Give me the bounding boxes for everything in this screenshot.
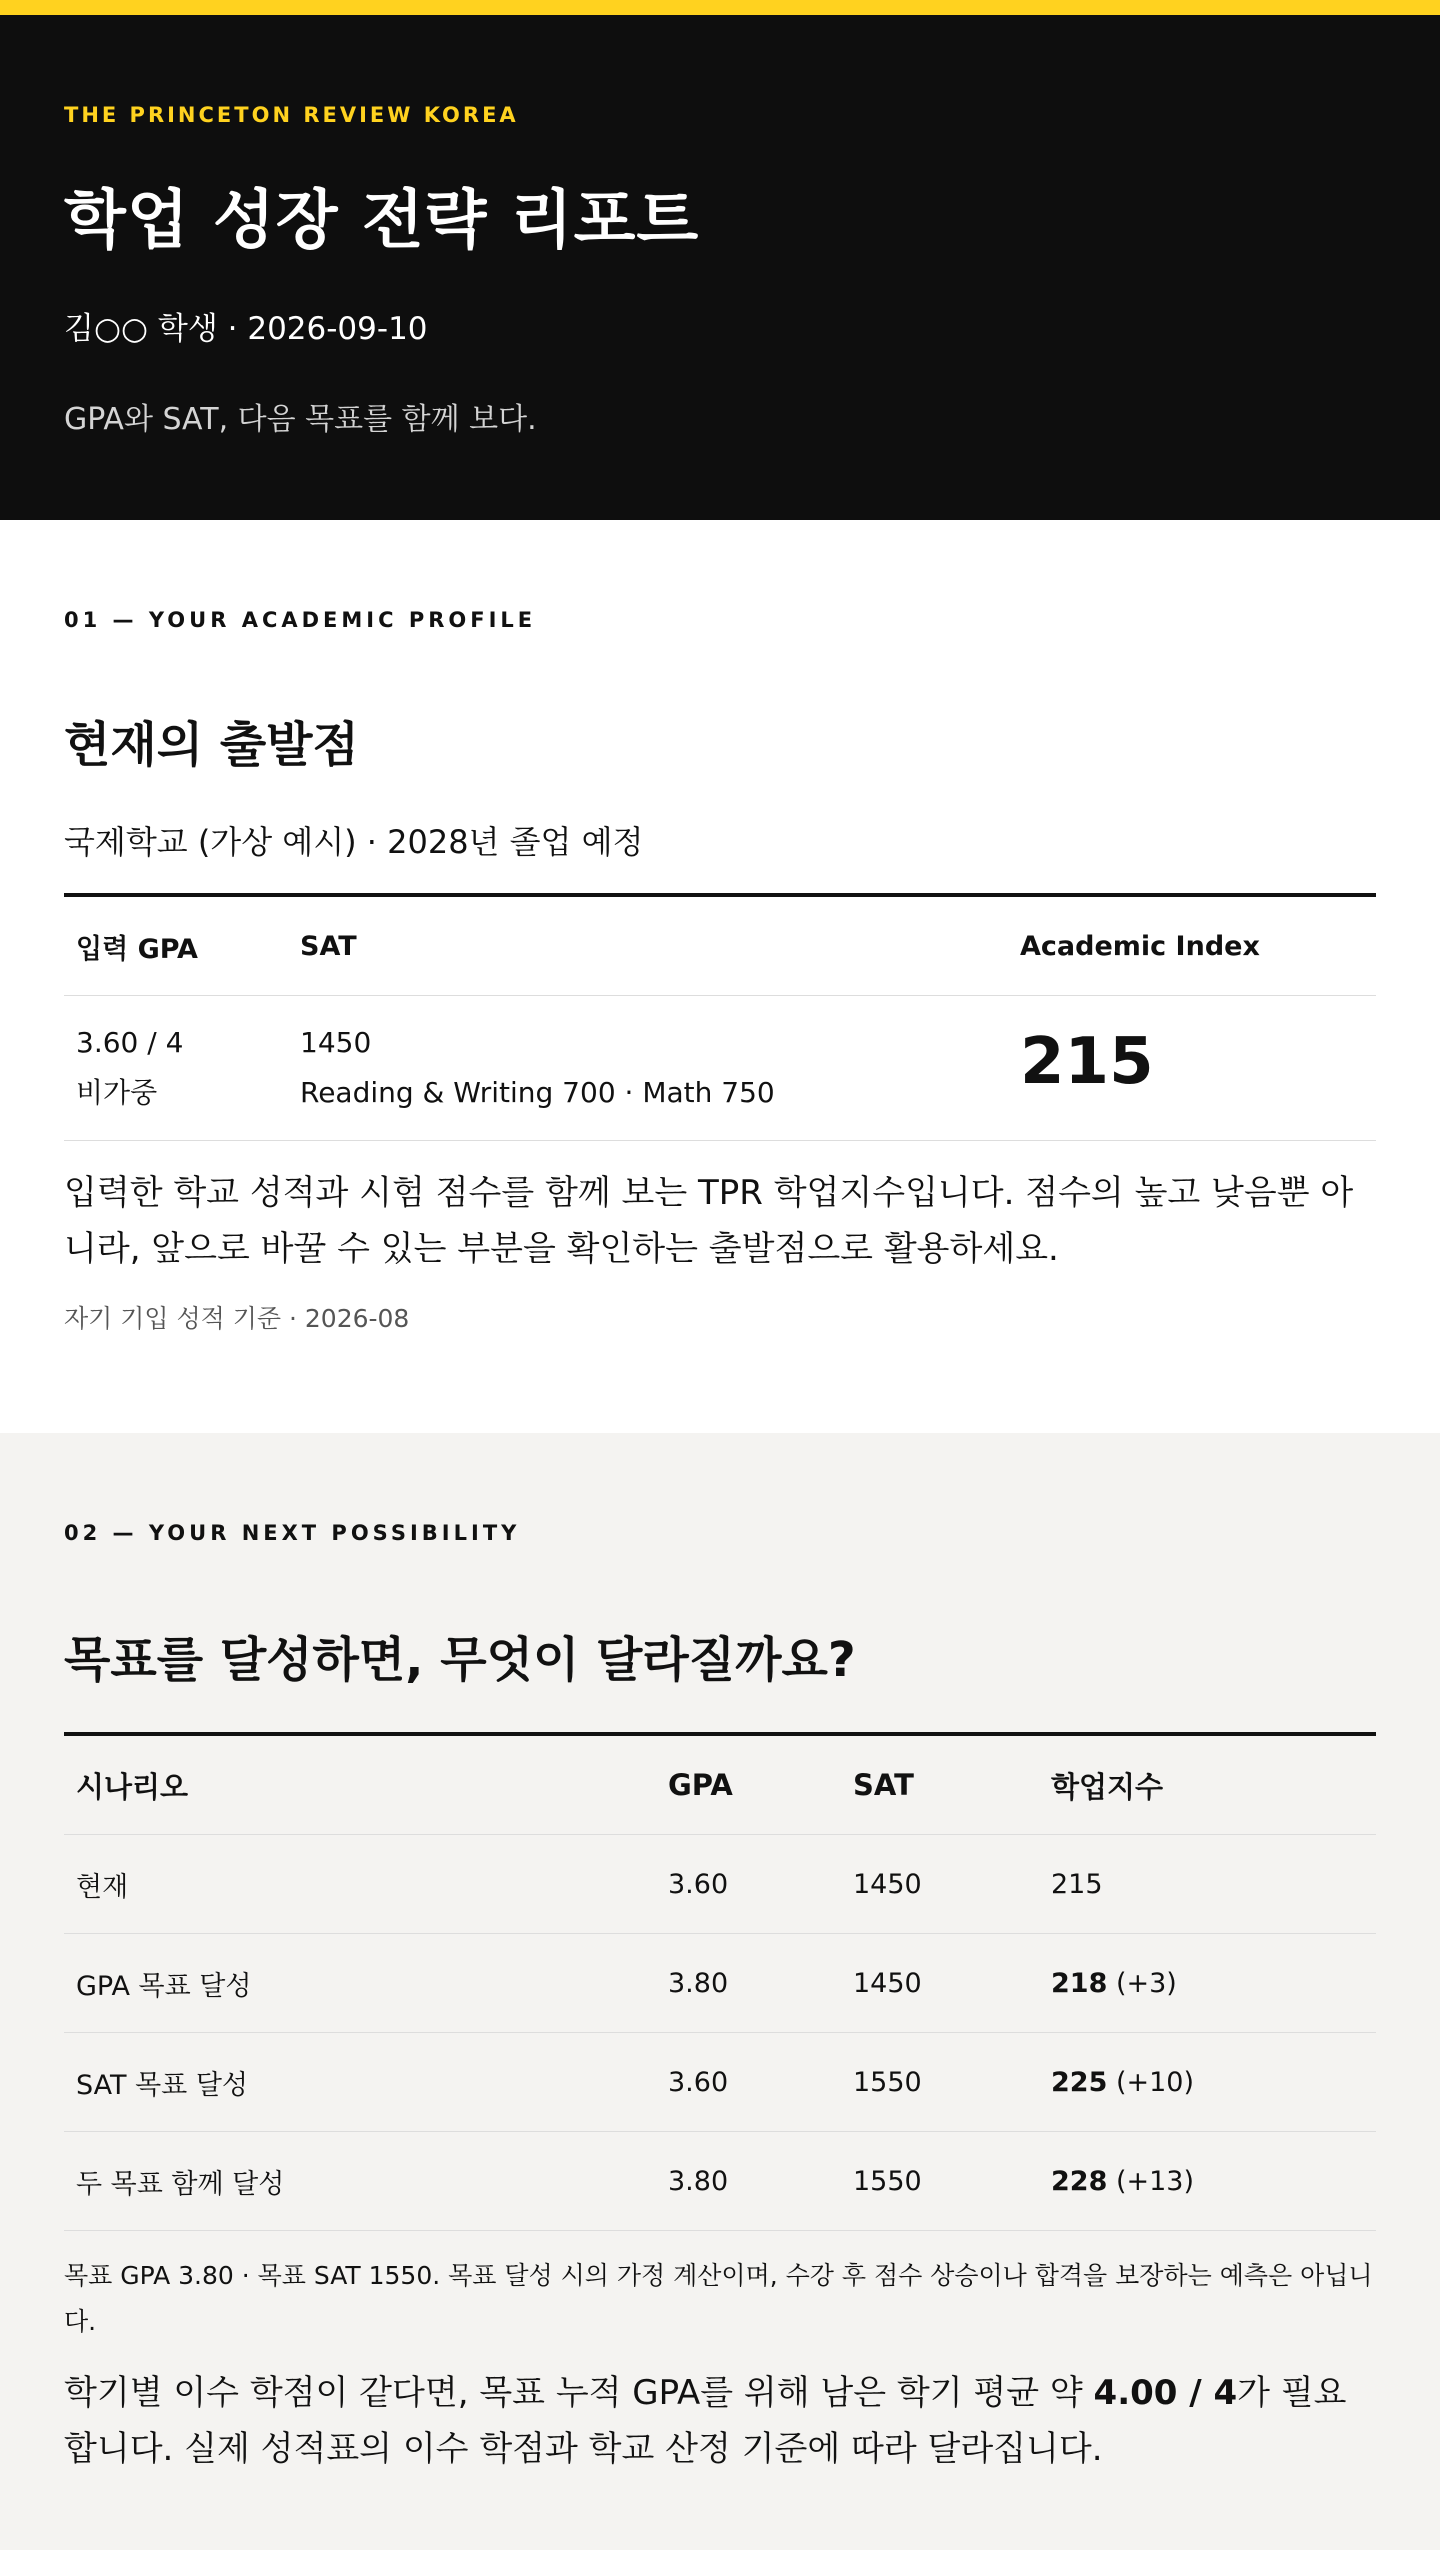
academic-index-cell — [1008, 996, 1376, 1141]
student-line: 김○○ 학생 · 2026-09-10 — [64, 311, 428, 347]
index-value: 225 — [1051, 2066, 1108, 2098]
scenario-table — [64, 1732, 1376, 2231]
sat-cell: 1450 — [841, 1934, 1039, 2033]
scenario-cell: GPA 목표 달성 — [64, 1934, 656, 2033]
scenario-cell: SAT 목표 달성 — [64, 2033, 656, 2132]
gpa-cell: 3.60 — [656, 1835, 841, 1934]
index-cell — [1039, 1835, 1376, 1934]
gpa-cell: 3.80 — [656, 2132, 841, 2231]
index-delta: (+3) — [1115, 1967, 1177, 1999]
sat-cell: 1550 — [841, 2033, 1039, 2132]
sat-cell: 1550 — [841, 2132, 1039, 2231]
gpa-cell: 3.60 — [656, 2033, 841, 2132]
index-value: 215 — [1051, 1868, 1103, 1900]
required-gpa-note — [64, 2365, 1376, 2477]
table-row — [64, 1934, 1376, 2033]
index-delta: (+10) — [1115, 2066, 1195, 2098]
index-cell — [1039, 2132, 1376, 2231]
section-heading: 목표를 달성하면, 무엇이 달라질까요? — [64, 1632, 856, 1688]
academic-index-value: 215 — [1020, 1025, 1154, 1099]
col-scenario: 시나리오 — [64, 1734, 656, 1835]
plan-text-before: 학기별 이수 학점이 같다면, 목표 누적 GPA를 위해 남은 학기 평균 약 — [64, 2373, 1094, 2413]
col-gpa: 입력 GPA — [64, 895, 288, 996]
table-row — [64, 2033, 1376, 2132]
table-row — [64, 1835, 1376, 1934]
col-sat: SAT — [841, 1734, 1039, 1835]
section-heading: 현재의 출발점 — [64, 717, 359, 773]
index-value: 228 — [1051, 2165, 1108, 2197]
gpa-cell — [64, 996, 288, 1141]
sat-cell: 1450 — [841, 1835, 1039, 1934]
col-academic-index: Academic Index — [1008, 895, 1376, 996]
plan-text-after: 가 필요합니다. 실제 성적표의 이수 학점과 학교 산정 기준에 따라 달라집니다. — [64, 2373, 1347, 2469]
section-kicker: 01 — YOUR ACADEMIC PROFILE — [64, 608, 537, 632]
col-sat: SAT — [288, 895, 1008, 996]
top-accent-bar — [0, 0, 1440, 15]
index-cell — [1039, 2033, 1376, 2132]
gpa-note: 비가중 — [76, 1076, 158, 1109]
brand-label: THE PRINCETON REVIEW KOREA — [64, 103, 519, 127]
index-delta: (+13) — [1115, 2165, 1195, 2197]
gpa-value: 3.60 / 4 — [76, 1026, 184, 1059]
required-gpa-value: 4.00 / 4 — [1093, 2373, 1238, 2413]
scenario-cell: 현재 — [64, 1835, 656, 1934]
gpa-cell: 3.80 — [656, 1934, 841, 2033]
table-row — [64, 2132, 1376, 2231]
index-cell — [1039, 1934, 1376, 2033]
academic-profile-section — [0, 520, 1440, 1433]
index-value: 218 — [1051, 1967, 1108, 1999]
col-index: 학업지수 — [1039, 1734, 1376, 1835]
col-gpa: GPA — [656, 1734, 841, 1835]
report-title: 학업 성장 전략 리포트 — [64, 184, 700, 258]
tagline: GPA와 SAT, 다음 목표를 함께 보다. — [64, 402, 537, 437]
report-header — [0, 15, 1440, 520]
source-note: 자기 기입 성적 기준 · 2026-08 — [64, 1304, 410, 1333]
school-line: 국제학교 (가상 예시) · 2028년 졸업 예정 — [64, 823, 644, 861]
profile-table — [64, 893, 1376, 1141]
index-explanation: 입력한 학교 성적과 시험 점수를 함께 보는 TPR 학업지수입니다. 점수의 높고 낮음뿐 아니라, 앞으로 바꿀 수 있는 부분을 확인하는 출발점으로 활용하세요. — [64, 1173, 1354, 1269]
scenario-footnote: 목표 GPA 3.80 · 목표 SAT 1550. 목표 달성 시의 가정 계산이며, 수강 후 점수 상승이나 합격을 보장하는 예측은 아닙니다. — [64, 2261, 1373, 2336]
profile-row — [64, 996, 1376, 1141]
sat-cell — [288, 996, 1008, 1141]
sat-total: 1450 — [300, 1026, 372, 1059]
scenario-cell: 두 목표 함께 달성 — [64, 2132, 656, 2231]
next-possibility-section — [0, 1433, 1440, 2550]
sat-breakdown: Reading & Writing 700 · Math 750 — [300, 1076, 775, 1109]
section-kicker: 02 — YOUR NEXT POSSIBILITY — [64, 1521, 521, 1545]
